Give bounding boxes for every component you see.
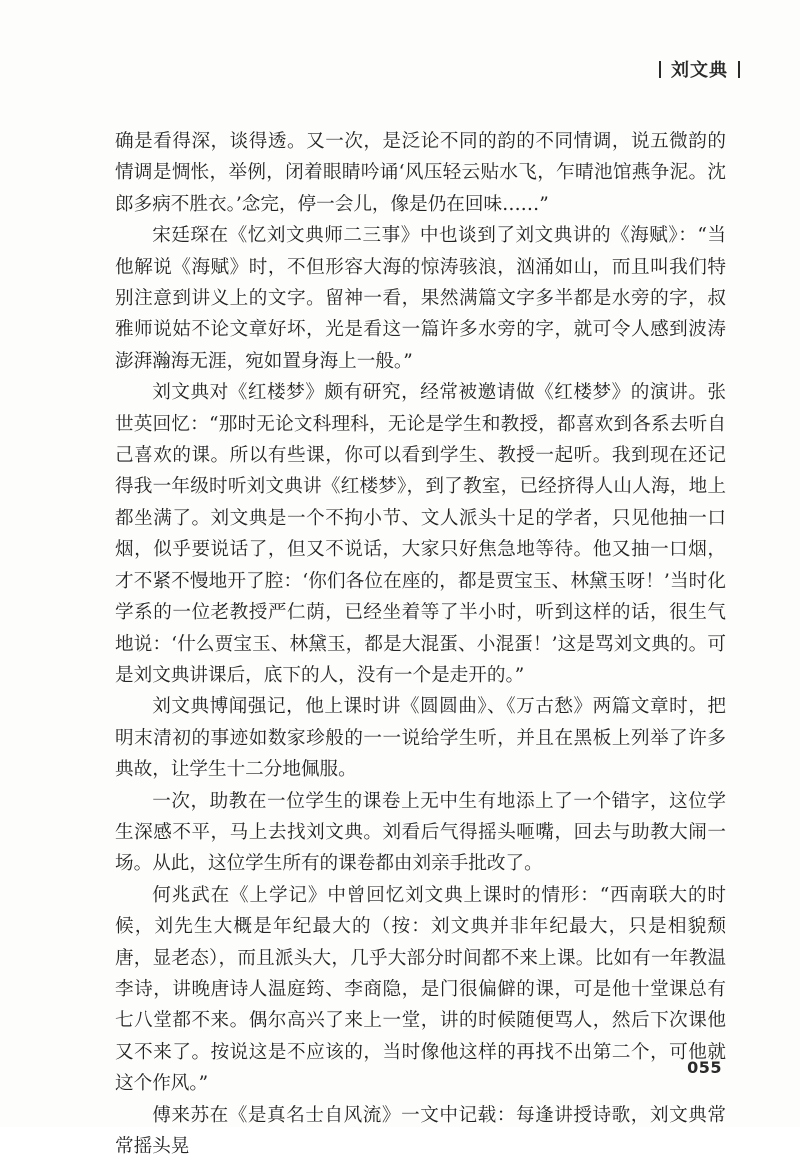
- paragraph-assistant-error: 一次，助教在一位学生的课卷上无中生有地添上了一个错字，这位学生深感不平，马上去找刘文典。刘看后气得摇头咂嘴，回去与助教大闹一场。从此，这位学生所有的课卷都由刘亲手批改了。: [115, 790, 726, 875]
- header-title: 刘文典: [671, 60, 728, 81]
- paragraph-fu-laisu: 傅来苏在《是真名士自风流》一文中记载：每逢讲授诗歌，刘文典常常摇头晃: [115, 1104, 726, 1157]
- paragraph-song-tingchen: 宋廷琛在《忆刘文典师二三事》中也谈到了刘文典讲的《海赋》：“当他解说《海赋》时，不但形容大海的惊涛骇浪，汹涌如山，而且叫我们特别注意到讲义上的文字。留神一看，果然满篇文字多半都是水旁的字，叔雅师说姑不论文章好坏，光是看这一篇许多水旁的字，就可令人感到波涛澎湃瀚海无涯，宛如置身海上一般。”: [115, 225, 726, 372]
- body-text: [115, 126, 726, 1162]
- header-left-bar: [659, 61, 661, 78]
- paragraph-honglou-lecture: 刘文典对《红楼梦》颇有研究，经常被邀请做《红楼梦》的演讲。张世英回忆：“那时无论文科理科，无论是学生和教授，都喜欢到各系去听自己喜欢的课。所以有些课，你可以看到学生、教授一起听。我到现在还记得我一年级时听刘文典讲《红楼梦》，到了教室，已经挤得人山人海，地上都坐满了。刘文典是一个不拘小节、文人派头十足的学者，只见他抽一口烟，似乎要说话了，但又不说话，大家只好焦急地等待。他又抽一口烟，才不紧不慢地开了腔：‘你们各位在座的，都是贾宝玉、林黛玉呀！’当时化学系的一位老教授严仁荫，已经坐着等了半小时，听到这样的话，很生气地说：‘什么贾宝玉、林黛玉，都是大混蛋、小混蛋！’这是骂刘文典的。可是刘文典讲课后，底下的人，没有一个是走开的。”: [115, 382, 726, 686]
- running-header: [649, 56, 750, 82]
- page-number: 055: [687, 1058, 722, 1077]
- paragraph-continuation: 确是看得深，谈得透。又一次，是泛论不同的韵的不同情调，说五微韵的情调是惆怅，举例，闭着眼睛吟诵‘风压轻云贴水飞，乍晴池馆燕争泥。沈郎多病不胜衣。’念完，停一会儿，像是仍在回味……”: [115, 131, 726, 215]
- header-right-bar: [738, 61, 740, 78]
- paragraph-he-zhaowu: 何兆武在《上学记》中曾回忆刘文典上课时的情形：“西南联大的时候，刘先生大概是年纪最大的（按：刘文典并非年纪最大，只是相貌颓唐，显老态），而且派头大，几乎大部分时间都不来上课。比如有一年教温李诗，讲晚唐诗人温庭筠、李商隐，是门很偏僻的课，可是他十堂课总有七八堂都不来。偶尔高兴了来上一堂，讲的时候随便骂人，然后下次课他又不来了。按说这是不应该的，当时像他这样的再找不出第二个，可他就这个作风。”: [115, 884, 726, 1095]
- paragraph-memory: 刘文典博闻强记，他上课时讲《圆圆曲》、《万古愁》两篇文章时，把明末清初的事迹如数家珍般的一一说给学生听，并且在黑板上列举了许多典故，让学生十二分地佩服。: [115, 696, 726, 781]
